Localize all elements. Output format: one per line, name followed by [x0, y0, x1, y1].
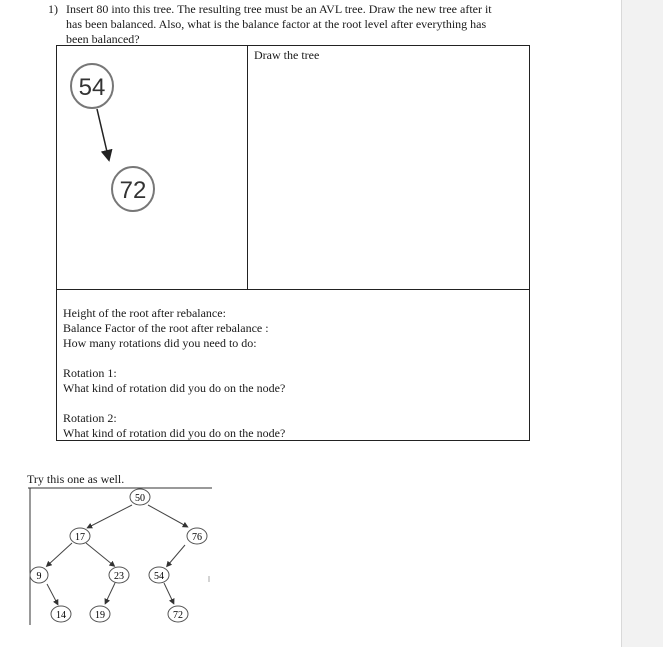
given-tree-diagram — [57, 46, 247, 289]
tree-edge-54-72 — [97, 109, 108, 156]
draw-tree-label: Draw the tree — [254, 48, 320, 62]
table-column-divider — [247, 46, 248, 290]
tree-node-72: 72 — [119, 177, 147, 204]
practice-title: Try this one as well. — [27, 472, 125, 486]
node-23 — [109, 567, 129, 583]
edge-50-76 — [148, 505, 186, 526]
question-number: 1) — [48, 2, 58, 16]
node-14-label: 14 — [56, 610, 66, 621]
node-17-label: 17 — [75, 532, 85, 543]
question-text — [66, 2, 544, 47]
node-54-label: 54 — [154, 571, 164, 582]
node-19 — [90, 606, 110, 622]
tree-node-54: 54 — [78, 74, 106, 101]
answer-table — [56, 45, 530, 441]
rotation-1-label: Rotation 1: — [63, 366, 117, 380]
node-50 — [130, 489, 150, 505]
node-17 — [70, 528, 90, 544]
edge-50-17 — [89, 505, 132, 527]
edge-76-54 — [168, 545, 185, 565]
answer-fields — [63, 306, 503, 441]
edge-23-19 — [106, 583, 115, 602]
rotation-1-question: What kind of rotation did you do on the node? — [63, 381, 286, 395]
question-line-1: Insert 80 into this tree. The resulting tree must be an AVL tree. Draw the new tree after it — [66, 2, 492, 16]
question-line-3: been balanced? — [66, 32, 140, 46]
node-50-label: 50 — [135, 493, 145, 504]
node-72 — [168, 606, 188, 622]
node-76 — [187, 528, 207, 544]
balance-factor-prompt: Balance Factor of the root after rebalance : — [63, 321, 269, 335]
node-9-label: 9 — [36, 571, 42, 582]
rotation-count-prompt: How many rotations did you need to do: — [63, 336, 257, 350]
node-76-label: 76 — [192, 532, 202, 543]
rotation-2-label: Rotation 2: — [63, 411, 117, 425]
question-line-2: has been balanced. Also, what is the balance factor at the root level after everything has — [66, 17, 487, 31]
practice-tree-diagram — [20, 485, 240, 635]
edge-9-14 — [47, 584, 57, 603]
node-72-label: 72 — [173, 610, 183, 621]
table-row-divider — [57, 289, 529, 290]
node-9 — [30, 567, 48, 583]
height-prompt: Height of the root after rebalance: — [63, 306, 226, 320]
node-19-label: 19 — [95, 610, 105, 621]
node-14 — [51, 606, 71, 622]
edge-17-9 — [48, 543, 72, 565]
rotation-2-question: What kind of rotation did you do on the node? — [63, 426, 286, 440]
edge-54-72 — [164, 583, 173, 602]
edge-17-23 — [86, 543, 113, 565]
right-sidebar-panel — [621, 0, 663, 647]
node-54 — [149, 567, 169, 583]
node-23-label: 23 — [114, 571, 124, 582]
